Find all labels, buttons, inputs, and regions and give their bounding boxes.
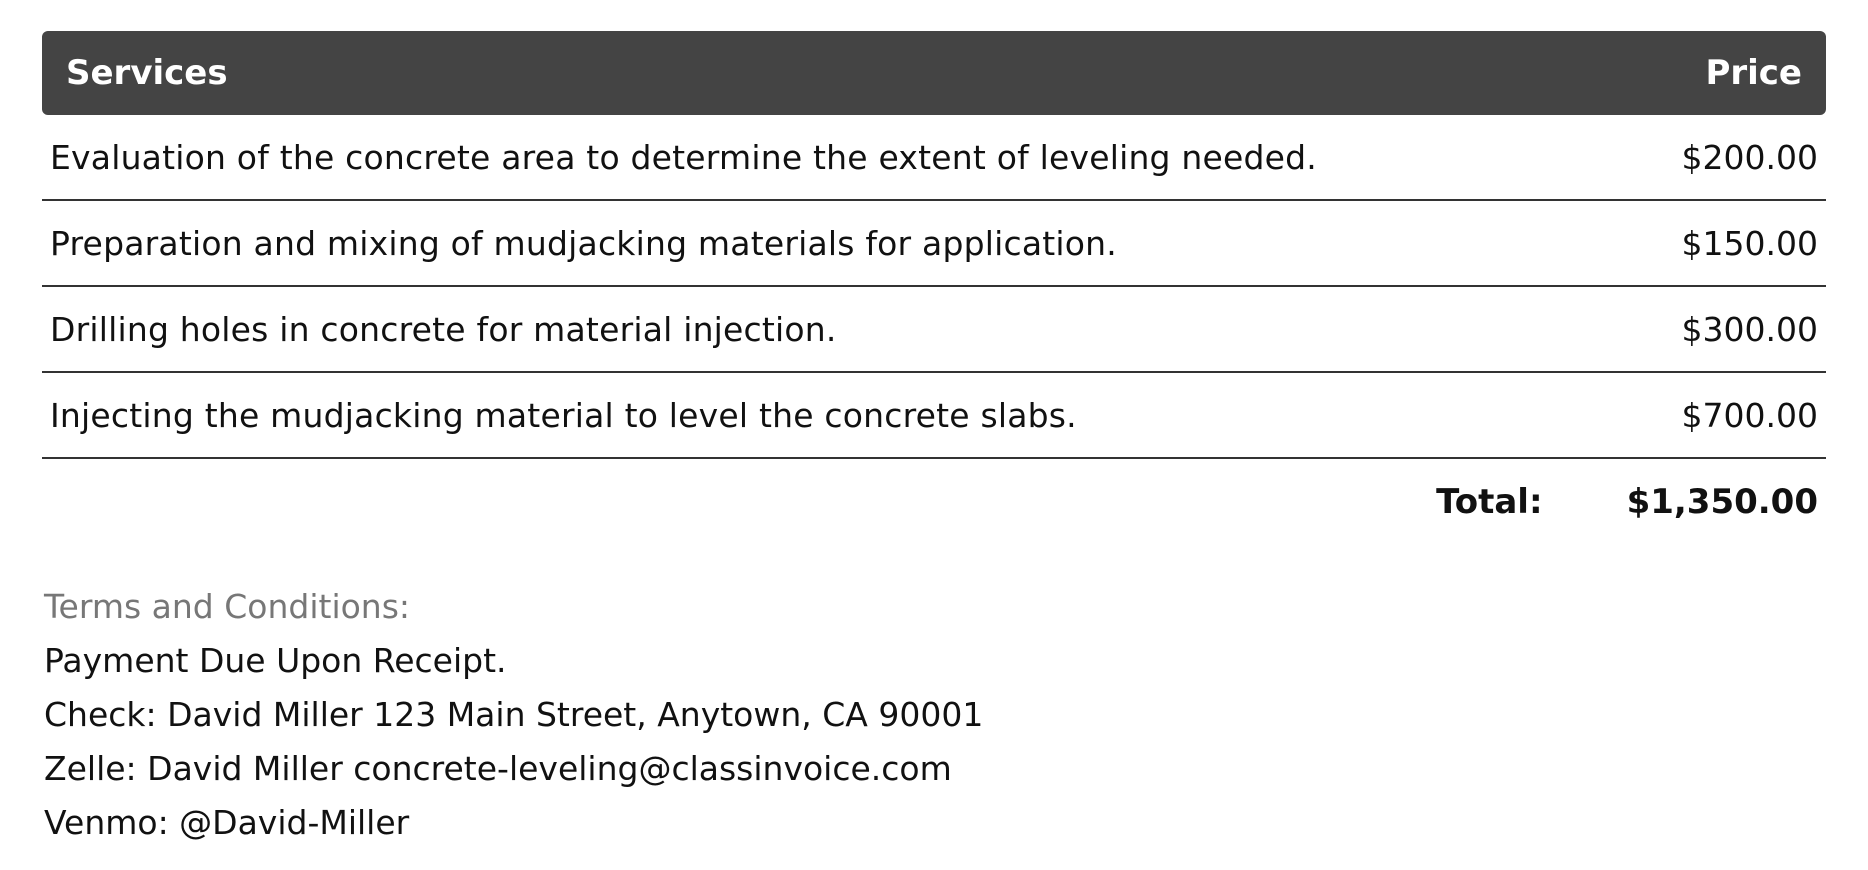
service-price: $300.00 (1681, 309, 1818, 349)
terms-section (44, 580, 983, 850)
service-description: Drilling holes in concrete for material injection. (50, 309, 837, 349)
terms-line-zelle: Zelle: David Miller concrete-leveling@classinvoice.com (44, 749, 952, 788)
total-label: Total: (1436, 482, 1543, 522)
table-row (42, 201, 1826, 287)
terms-line-check: Check: David Miller 123 Main Street, Anytown, CA 90001 (44, 695, 984, 734)
terms-line-payment-due: Payment Due Upon Receipt. (44, 641, 507, 680)
total-value: $1,350.00 (1626, 482, 1818, 522)
services-table (42, 31, 1826, 545)
service-description: Preparation and mixing of mudjacking materials for application. (50, 223, 1117, 263)
terms-title: Terms and Conditions: (44, 587, 411, 626)
services-column-header: Services (66, 53, 228, 93)
total-row (42, 459, 1826, 545)
table-row (42, 115, 1826, 201)
service-price: $150.00 (1681, 223, 1818, 263)
table-header (42, 31, 1826, 115)
table-row (42, 287, 1826, 373)
price-column-header: Price (1705, 53, 1802, 93)
table-row (42, 373, 1826, 459)
terms-line-venmo: Venmo: @David-Miller (44, 803, 410, 842)
service-price: $700.00 (1681, 395, 1818, 435)
service-description: Injecting the mudjacking material to level the concrete slabs. (50, 395, 1077, 435)
service-description: Evaluation of the concrete area to determine the extent of leveling needed. (50, 137, 1318, 177)
service-price: $200.00 (1681, 137, 1818, 177)
